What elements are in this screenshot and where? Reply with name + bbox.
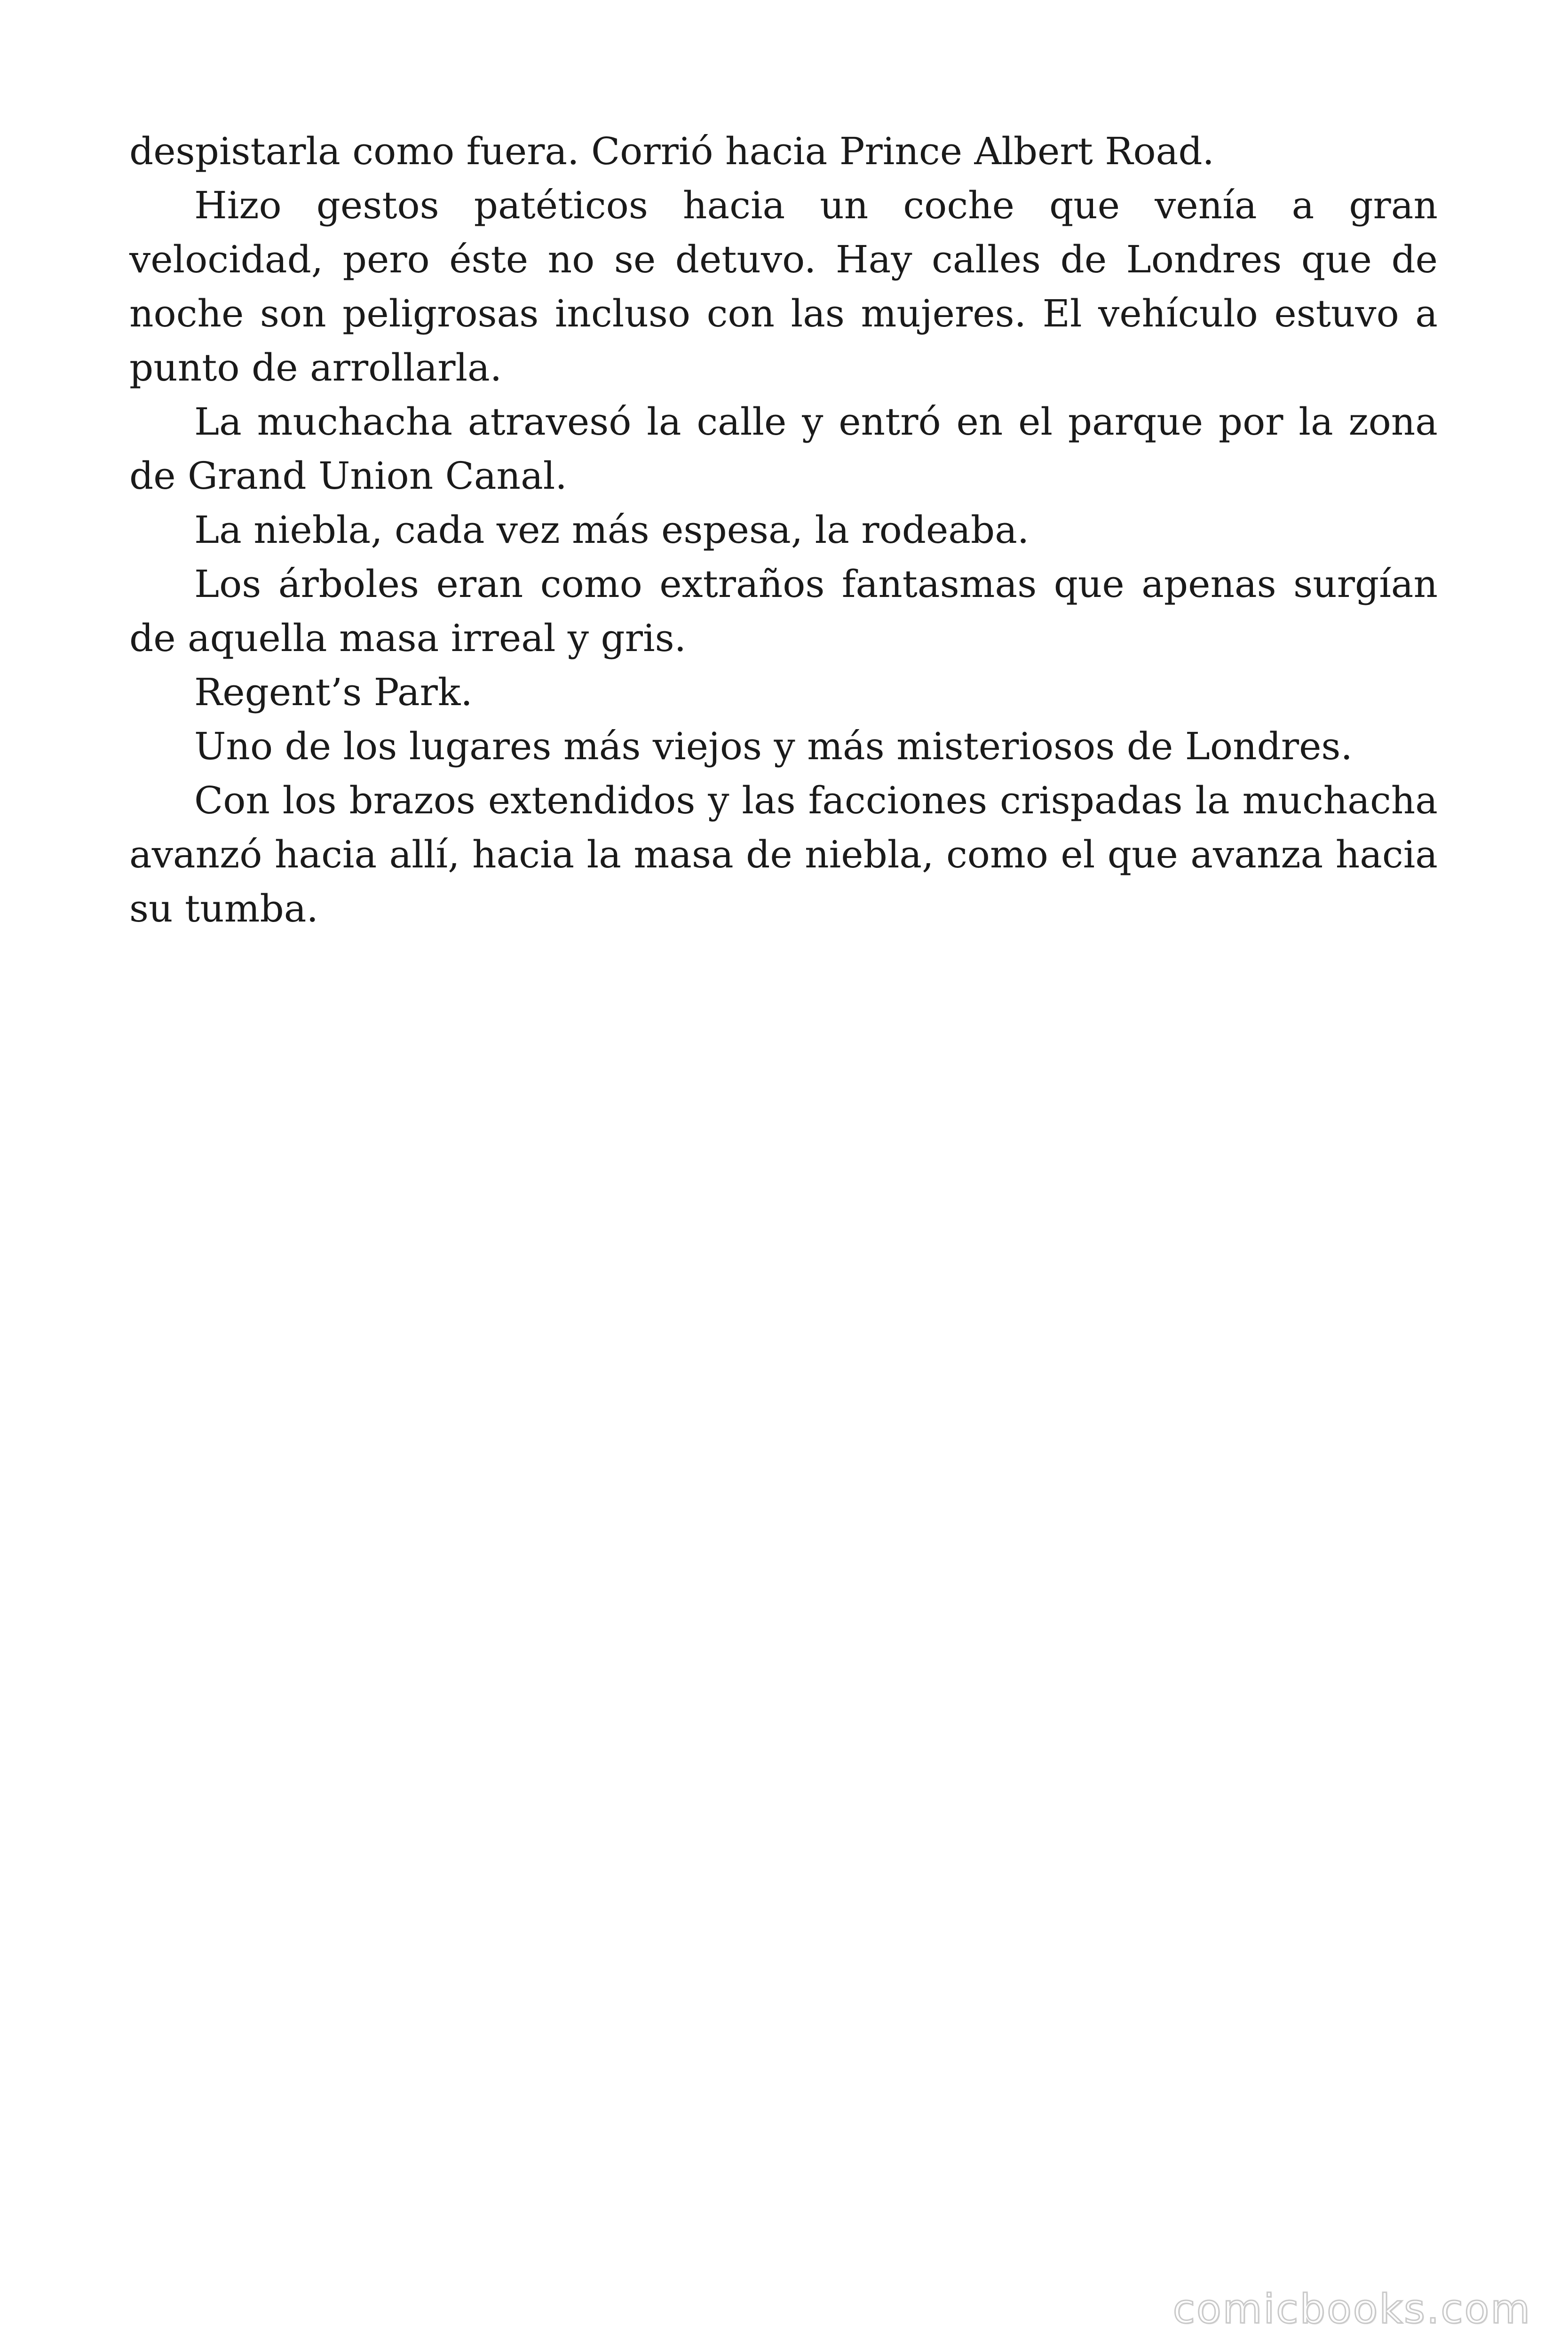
paragraph-8: Con los brazos extendidos y las facciones crispadas la muchacha avanzó hacia allí, hacia la masa de niebla, como el que avanza hacia su tumba. [129,779,1438,930]
paragraph-6: Regent’s Park. [194,670,473,714]
paragraph-1: despistarla como fuera. Corrió hacia Prince Albert Road. [129,129,1214,173]
paragraph-5: Los árboles eran como extraños fantasmas que apenas surgían de aquella masa irreal y gris. [129,562,1438,660]
paragraph-4: La niebla, cada vez más espesa, la rodeaba. [194,508,1029,552]
page-text [129,124,1438,936]
paragraph-3: La muchacha atravesó la calle y entró en el parque por la zona de Grand Union Canal. [129,400,1438,498]
watermark: comicbooks.com [1172,2286,1531,2333]
paragraph-7: Uno de los lugares más viejos y más misteriosos de Londres. [194,724,1353,768]
paragraph-2: Hizo gestos patéticos hacia un coche que venía a gran velocidad, pero éste no se detuvo. Hay calles de Londres que de noche son peligrosas incluso con las mujeres. El vehículo estuvo a punto de arrollarla. [129,183,1438,389]
